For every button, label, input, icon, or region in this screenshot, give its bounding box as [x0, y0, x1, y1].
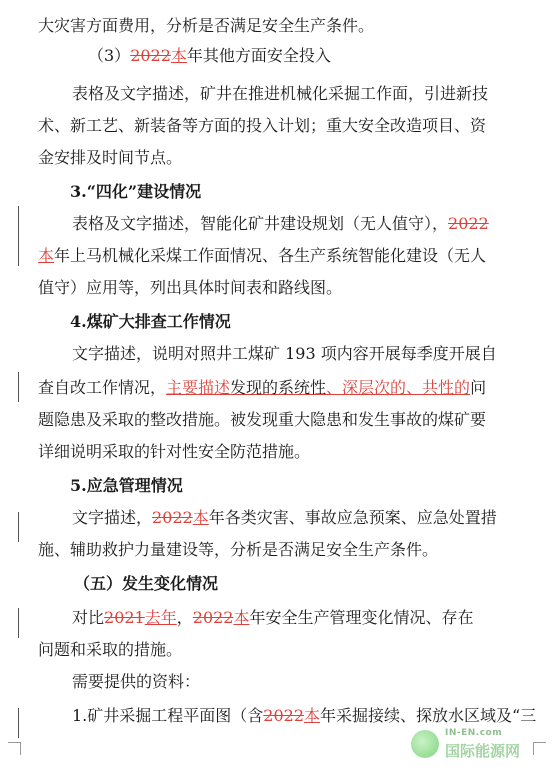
- text-line: [72, 668, 539, 696]
- text-line: [38, 536, 539, 564]
- text-segment: 题隐患及采取的整改措施。被发现重大隐患和发生事故的煤矿要: [38, 410, 487, 429]
- text-segment: 术、新工艺、新装备等方面的投入计划；重大安全改造项目、资: [38, 116, 487, 135]
- text-line: [72, 340, 539, 368]
- text-line: [70, 178, 539, 206]
- deleted-text: 2022: [263, 706, 304, 725]
- globe-icon: [411, 730, 439, 758]
- text-segment: 年其他方面安全投入: [186, 46, 331, 65]
- text-line: [72, 210, 539, 238]
- text-line: [72, 604, 539, 632]
- inserted-text: 本: [170, 46, 187, 65]
- deleted-text: 2022: [130, 46, 171, 65]
- page-corner-mark: [8, 742, 21, 755]
- text-line: [70, 308, 539, 336]
- change-bar: [18, 206, 19, 266]
- text-line: [38, 144, 539, 172]
- text-line: [38, 406, 539, 434]
- text-line: [72, 504, 539, 532]
- text-segment: 问题和采取的措施。: [38, 640, 183, 659]
- text-line: [72, 702, 539, 730]
- inserted-text: 本: [233, 608, 250, 627]
- change-bar: [18, 372, 19, 402]
- text-line: [38, 274, 539, 302]
- inserted-text: 去年: [144, 608, 177, 627]
- text-segment: 文字描述，: [72, 508, 153, 527]
- text-line: [38, 12, 539, 40]
- inserted-text: 主要描述: [166, 378, 231, 397]
- watermark-bottom-text: 国际能源网: [445, 742, 521, 760]
- text-segment: 年上马机械化采煤工作面情况、各生产系统智能化建设（无人: [54, 246, 487, 265]
- inserted-text: 、深层次的、共性的: [326, 378, 471, 397]
- text-segment: 大灾害方面费用，分析是否满足安全生产条件。: [38, 16, 375, 35]
- text-line: [88, 42, 539, 70]
- watermark-logo: [411, 728, 539, 762]
- text-segment: 金安排及时间节点。: [38, 148, 183, 167]
- section-heading: 3.“四化”建设情况: [70, 182, 202, 201]
- change-bar: [18, 708, 19, 738]
- watermark-top-text: IN-EN.com: [445, 728, 503, 738]
- inserted-text: 本: [192, 508, 209, 527]
- text-segment: 对比: [72, 608, 105, 627]
- text-segment: 1.矿井采掘工程平面图（含: [72, 706, 264, 725]
- text-line: [38, 438, 539, 466]
- text-segment: （3）: [88, 46, 131, 65]
- inserted-text: 本: [304, 706, 321, 725]
- section-heading: （五）发生变化情况: [74, 574, 219, 593]
- text-segment: 年各类灾害、事故应急预案、应急处置措: [208, 508, 497, 527]
- text-segment: 需要提供的资料：: [72, 672, 201, 691]
- deleted-text: 2022: [448, 214, 489, 233]
- change-bar: [18, 512, 19, 542]
- section-heading: 4.煤矿大排查工作情况: [70, 312, 231, 331]
- deleted-text: 2022: [192, 608, 234, 627]
- text-segment: 表格及文字描述，矿井在推进机械化采掘工作面，引进新技: [72, 84, 489, 103]
- text-segment: 年安全生产管理变化情况、存在: [249, 608, 474, 627]
- text-segment: 详细说明采取的针对性安全防范措施。: [38, 442, 311, 461]
- text-segment: 施、辅助救护力量建设等，分析是否满足安全生产条件。: [38, 540, 439, 559]
- text-line: [38, 112, 539, 140]
- deleted-text: 2022: [152, 508, 193, 527]
- text-line: [38, 374, 539, 402]
- text-segment: 文字描述，说明对照井工煤矿 193 项内容开展每季度开展自: [72, 344, 497, 363]
- text-line: [72, 80, 539, 108]
- text-segment: 年采掘接续、探放水区域及“三: [320, 706, 537, 725]
- deleted-text: 2021: [104, 608, 145, 627]
- text-segment: 值守）应用等，列出具体时间表和路线图。: [38, 278, 343, 297]
- inserted-text: 本: [38, 246, 55, 265]
- text-segment: 问: [470, 378, 487, 397]
- text-segment: ，: [176, 608, 193, 627]
- marked-text: 发现的系统性: [230, 378, 327, 397]
- text-line: [70, 472, 539, 500]
- text-segment: 查自改工作情况，: [38, 378, 167, 397]
- section-heading: 5.应急管理情况: [70, 476, 183, 495]
- text-line: [38, 636, 539, 664]
- text-line: [38, 242, 539, 270]
- text-line: [74, 570, 539, 598]
- change-bar: [18, 608, 19, 638]
- text-segment: 表格及文字描述，智能化矿井建设规划（无人值守），: [72, 214, 449, 233]
